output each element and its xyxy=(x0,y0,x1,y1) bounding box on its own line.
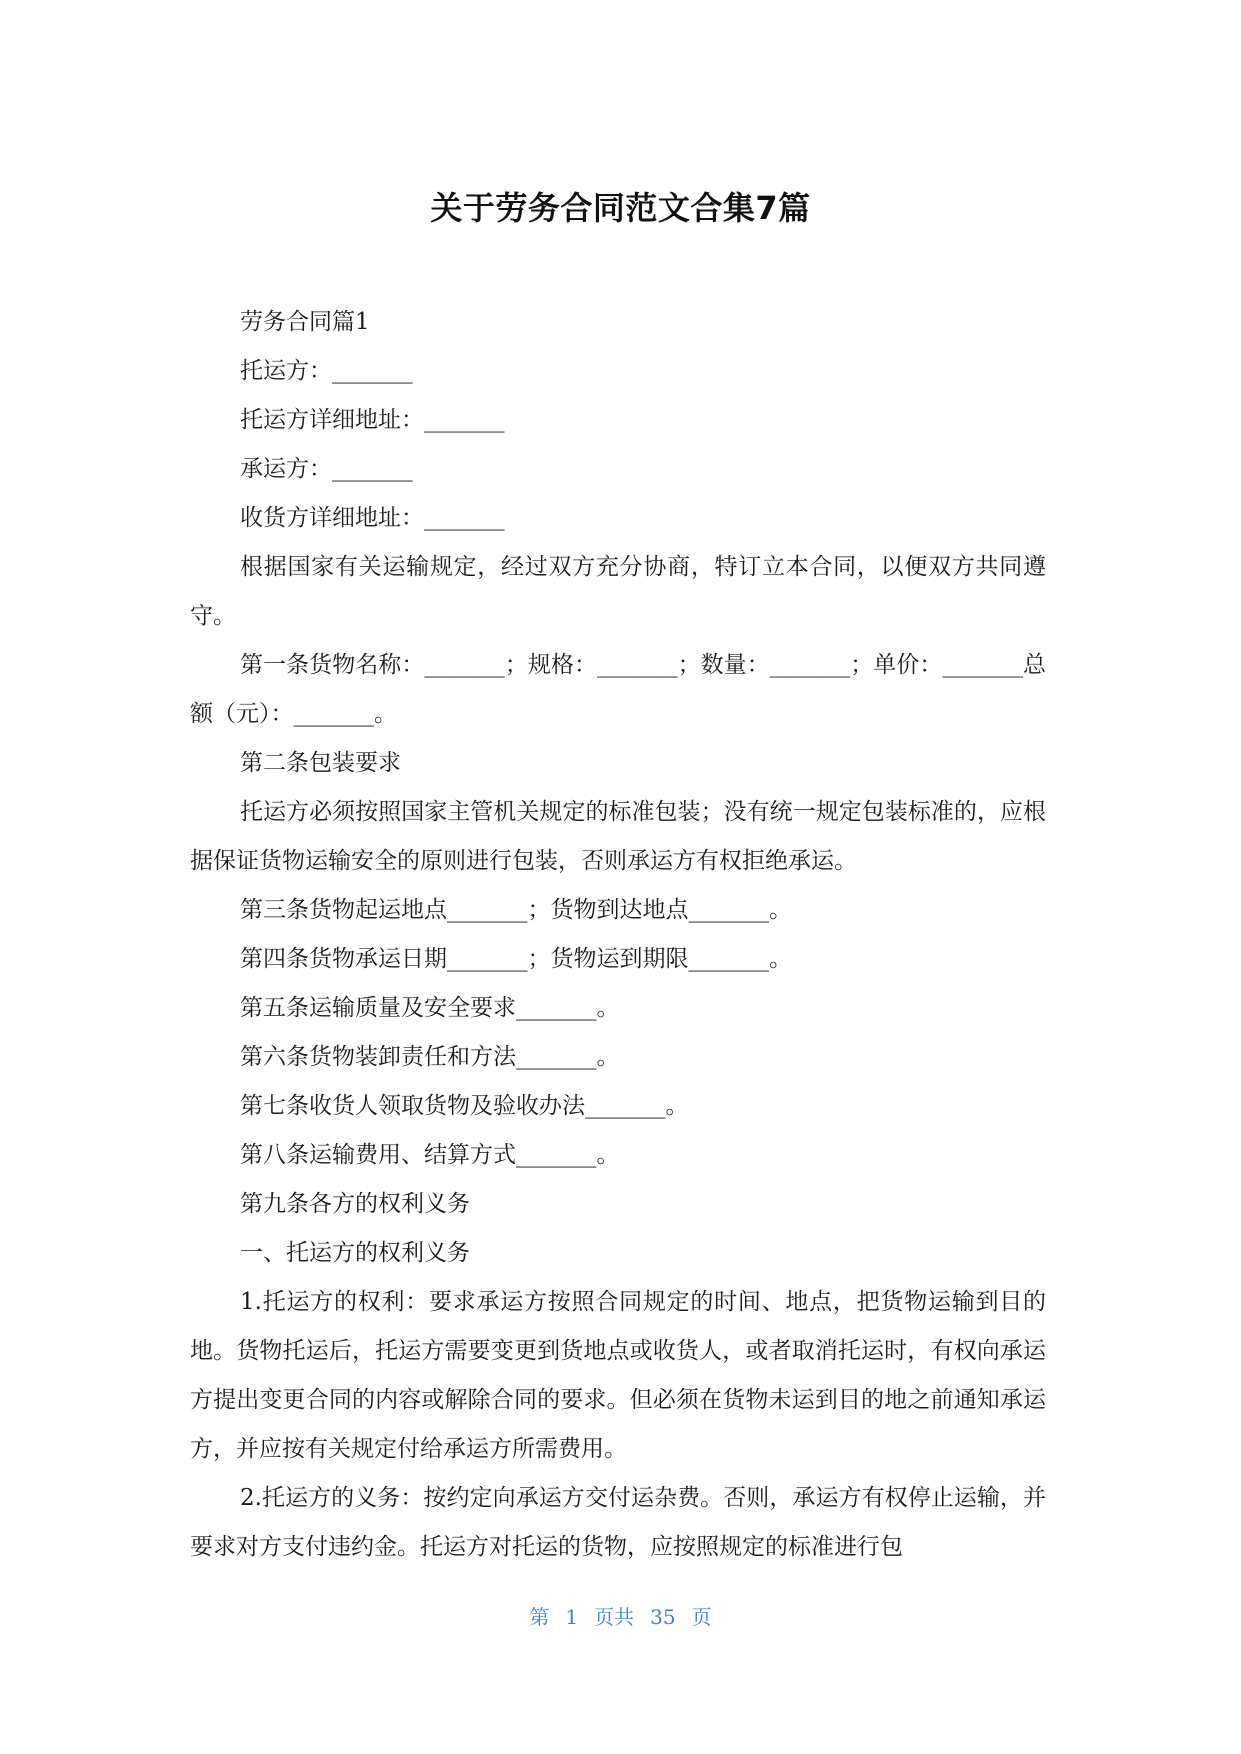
article-2-heading: 第二条包装要求 xyxy=(240,750,401,776)
footer-total-pages: 35 xyxy=(650,1605,676,1629)
footer-suffix: 页 xyxy=(691,1605,712,1629)
shipper-field: 托运方：_______ xyxy=(240,358,413,384)
footer-current-page: 1 xyxy=(565,1605,579,1629)
consignee-address-field: 收货方详细地址：_______ xyxy=(240,505,505,531)
article-3: 第三条货物起运地点_______；货物到达地点_______。 xyxy=(240,897,792,923)
footer-mid: 页共 xyxy=(594,1605,635,1629)
article-1: 第一条货物名称：_______；规格：_______；数量：_______；单价：_______总额（元）：_______。 xyxy=(190,652,1046,727)
clause-1: 1.托运方的权利：要求承运方按照合同规定的时间、地点，把货物运输到目的地。货物托运后，托运方需要变更到货地点或收货人，或者取消托运时，有权向承运方提出变更合同的内容或解除合同的要求。但必须在货物未运到目的地之前通知承运方，并应按有关规定付给承运方所需费用。 xyxy=(190,1289,1046,1462)
article-2-body: 托运方必须按照国家主管机关规定的标准包装；没有统一规定包装标准的，应根据保证货物运输安全的原则进行包装，否则承运方有权拒绝承运。 xyxy=(190,799,1046,874)
article-9-heading: 第九条各方的权利义务 xyxy=(240,1191,470,1217)
article-7: 第七条收货人领取货物及验收办法_______。 xyxy=(240,1093,689,1119)
clause-2: 2.托运方的义务：按约定向承运方交付运杂费。否则，承运方有权停止运输，并要求对方支付违约金。托运方对托运的货物，应按照规定的标准进行包 xyxy=(190,1485,1046,1560)
document-title: 关于劳务合同范文合集7篇 xyxy=(430,189,811,227)
article-4: 第四条货物承运日期_______；货物运到期限_______。 xyxy=(240,946,792,972)
article-5: 第五条运输质量及安全要求_______。 xyxy=(240,995,620,1021)
section-heading: 劳务合同篇1 xyxy=(240,309,370,335)
shipper-address-field: 托运方详细地址：_______ xyxy=(240,407,505,433)
article-8: 第八条运输费用、结算方式_______。 xyxy=(240,1142,620,1168)
subsection-heading: 一、托运方的权利义务 xyxy=(240,1240,470,1266)
carrier-field: 承运方：_______ xyxy=(240,456,413,482)
article-6: 第六条货物装卸责任和方法_______。 xyxy=(240,1044,620,1070)
page-footer xyxy=(0,1602,1241,1632)
footer-prefix: 第 xyxy=(529,1605,550,1629)
preamble-paragraph: 根据国家有关运输规定，经过双方充分协商，特订立本合同，以便双方共同遵守。 xyxy=(190,554,1046,629)
document-body xyxy=(190,298,1046,1572)
